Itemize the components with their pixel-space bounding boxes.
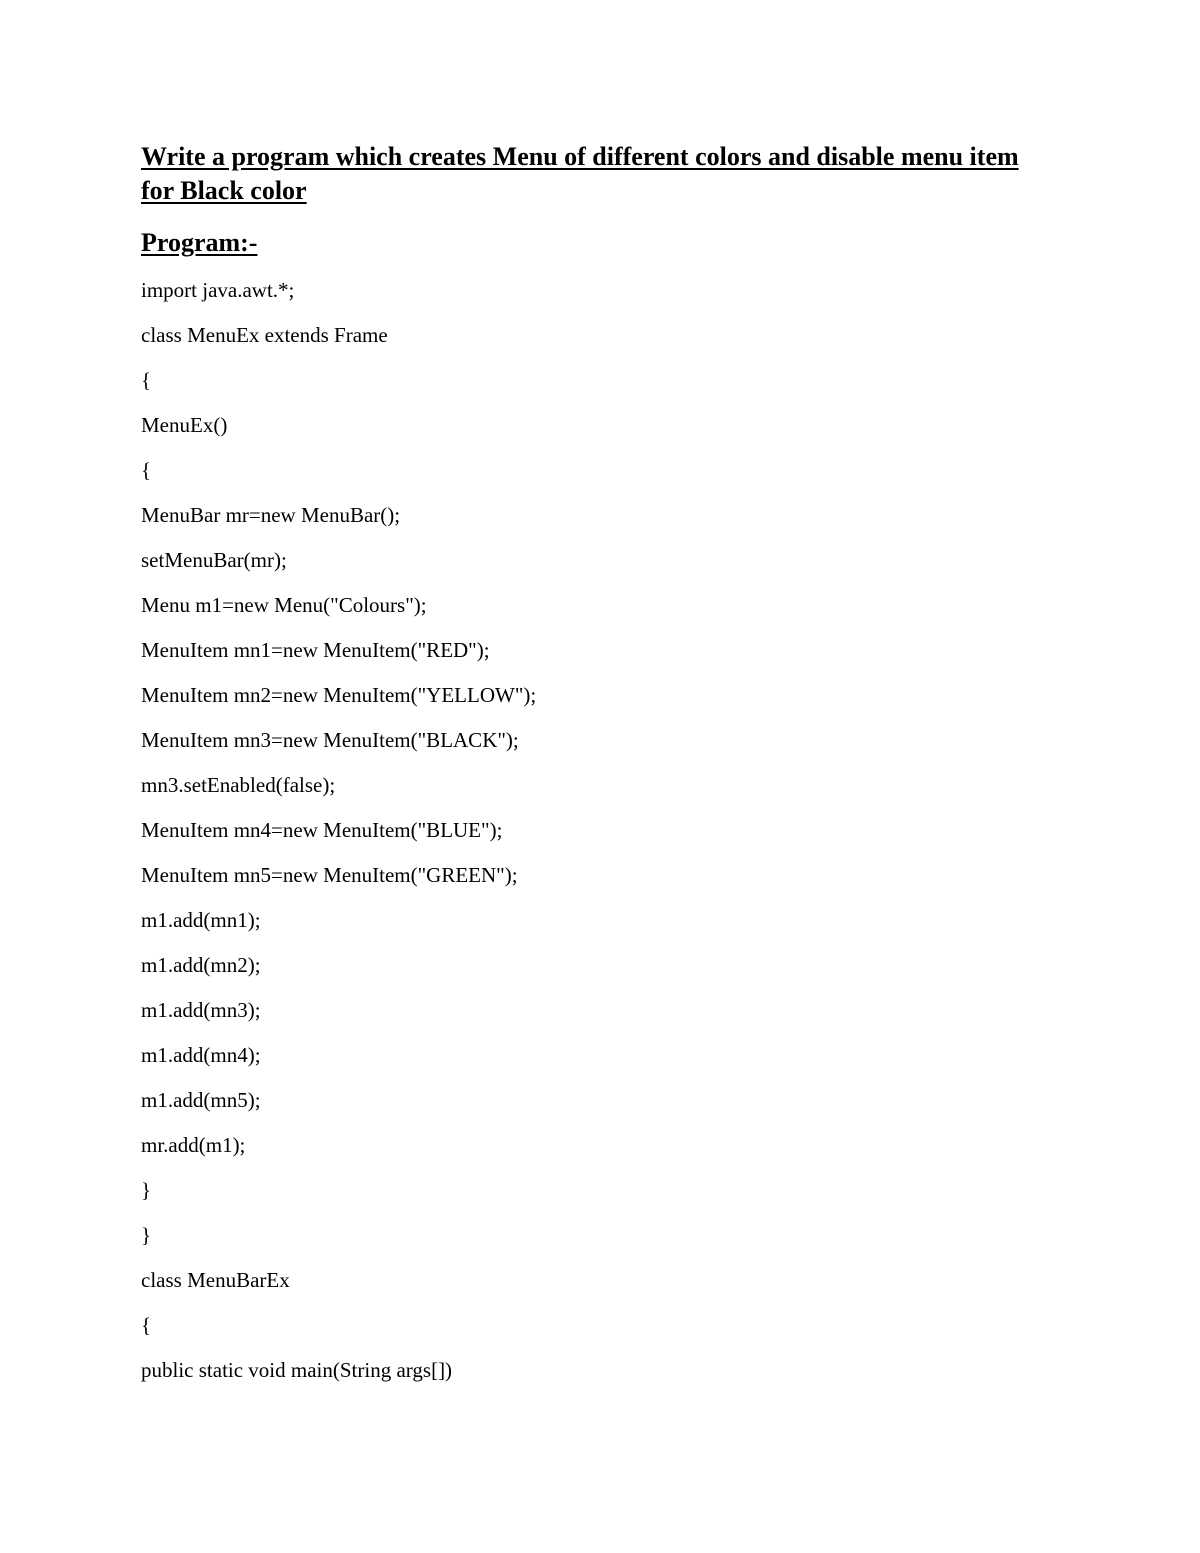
code-line: mn3.setEnabled(false); (141, 773, 336, 797)
code-line: MenuItem mn2=new MenuItem("YELLOW"); (141, 683, 537, 707)
code-line: { (141, 458, 152, 482)
code-line: { (141, 368, 152, 392)
code-line: MenuItem mn5=new MenuItem("GREEN"); (141, 863, 518, 887)
code-line: mr.add(m1); (141, 1133, 246, 1157)
code-line: MenuItem mn1=new MenuItem("RED"); (141, 638, 490, 662)
code-line: m1.add(mn5); (141, 1088, 261, 1112)
code-line: public static void main(String args[]) (141, 1358, 453, 1382)
code-line: m1.add(mn2); (141, 953, 261, 977)
code-line: m1.add(mn3); (141, 998, 261, 1022)
code-line: setMenuBar(mr); (141, 548, 287, 572)
code-line: m1.add(mn4); (141, 1043, 261, 1067)
code-line: } (141, 1223, 152, 1247)
code-line: MenuItem mn3=new MenuItem("BLACK"); (141, 728, 519, 752)
code-line: m1.add(mn1); (141, 908, 261, 932)
code-line: Menu m1=new Menu("Colours"); (141, 593, 427, 617)
code-line: MenuItem mn4=new MenuItem("BLUE"); (141, 818, 503, 842)
section-heading: Program:- (141, 228, 258, 257)
code-line: MenuBar mr=new MenuBar(); (141, 503, 401, 527)
code-line: MenuEx() (141, 413, 228, 437)
code-line: import java.awt.*; (141, 278, 295, 302)
code-line: { (141, 1313, 152, 1337)
document-title: Write a program which creates Menu of different colors and disable menu item for Black color (141, 142, 1019, 205)
code-line: class MenuBarEx (141, 1268, 290, 1292)
code-line: } (141, 1178, 152, 1202)
code-line: class MenuEx extends Frame (141, 323, 388, 347)
code-listing (141, 275, 536, 1400)
